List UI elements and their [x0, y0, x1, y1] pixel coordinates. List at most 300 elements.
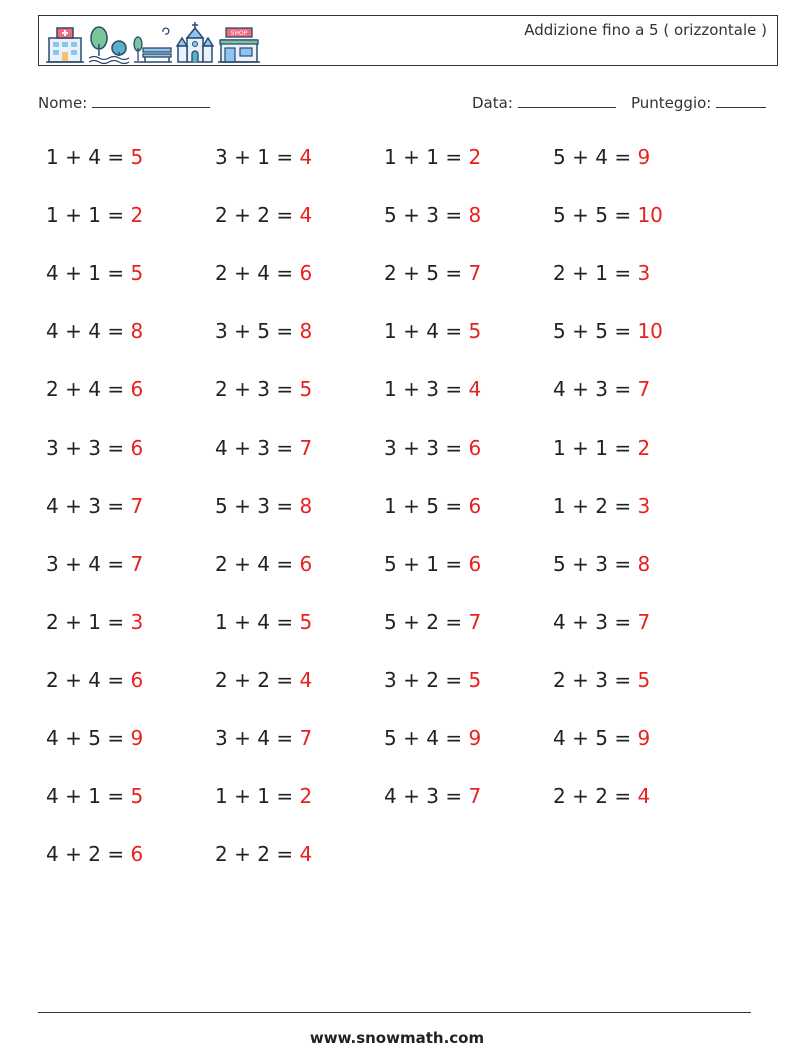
- equals-sign: =: [107, 493, 125, 518]
- addend-b: 1: [88, 784, 101, 809]
- name-label: Nome:: [38, 94, 88, 112]
- equals-sign: =: [276, 377, 294, 402]
- addend-a: 3: [384, 667, 397, 692]
- addend-a: 1: [384, 145, 397, 169]
- addend-a: 3: [215, 145, 228, 169]
- plus-sign: +: [234, 784, 251, 809]
- equals-sign: =: [107, 784, 125, 809]
- worksheet-header: [38, 15, 778, 66]
- problem-item: [215, 494, 312, 518]
- addend-b: 1: [426, 145, 439, 169]
- answer: 6: [468, 435, 482, 460]
- addend-a: 3: [215, 319, 228, 344]
- problem-item: [46, 784, 143, 808]
- addend-a: 4: [46, 261, 59, 286]
- problem-item: [553, 319, 663, 343]
- addend-a: 2: [215, 261, 228, 286]
- addend-a: 5: [384, 551, 397, 576]
- addend-a: 4: [553, 609, 566, 634]
- answer: 4: [299, 145, 313, 169]
- addend-b: 4: [88, 377, 101, 402]
- addend-b: 1: [595, 261, 608, 286]
- answer: 5: [299, 609, 313, 634]
- equals-sign: =: [276, 551, 294, 576]
- plus-sign: +: [403, 145, 420, 169]
- addend-b: 3: [595, 551, 608, 576]
- church-icon: [175, 20, 215, 64]
- plus-sign: +: [65, 784, 82, 809]
- plus-sign: +: [234, 493, 251, 518]
- plus-sign: +: [234, 377, 251, 402]
- addend-a: 4: [384, 784, 397, 809]
- addend-b: 5: [595, 319, 608, 344]
- footer-url: www.snowmath.com: [309, 1029, 485, 1047]
- addend-a: 1: [215, 784, 228, 809]
- answer: 4: [468, 377, 482, 402]
- plus-sign: +: [572, 261, 589, 286]
- addend-b: 4: [426, 726, 439, 750]
- equals-sign: =: [276, 609, 294, 634]
- equals-sign: =: [614, 261, 632, 286]
- problem-item: [553, 784, 650, 808]
- addend-a: 1: [46, 145, 59, 169]
- problem-item: [215, 436, 312, 460]
- addend-a: 3: [46, 435, 59, 460]
- answer: 2: [130, 203, 144, 228]
- problem-item: [384, 668, 481, 692]
- answer: 4: [299, 842, 313, 867]
- addend-b: 3: [426, 203, 439, 228]
- equals-sign: =: [445, 435, 463, 460]
- addend-a: 2: [553, 784, 566, 809]
- addend-b: 3: [426, 435, 439, 460]
- plus-sign: +: [65, 203, 82, 228]
- plus-sign: +: [403, 203, 420, 228]
- plus-sign: +: [572, 667, 589, 692]
- addend-a: 5: [384, 203, 397, 228]
- plus-sign: +: [65, 319, 82, 344]
- addend-b: 5: [595, 726, 608, 750]
- equals-sign: =: [276, 667, 294, 692]
- addend-b: 3: [257, 377, 270, 402]
- addend-a: 1: [384, 377, 397, 402]
- plus-sign: +: [403, 609, 420, 634]
- plus-sign: +: [234, 261, 251, 286]
- addend-a: 5: [553, 145, 566, 169]
- problem-item: [384, 610, 481, 634]
- answer: 5: [130, 145, 144, 169]
- answer: 7: [468, 784, 482, 809]
- addend-b: 4: [88, 667, 101, 692]
- answer: 5: [468, 319, 482, 344]
- equals-sign: =: [445, 145, 463, 169]
- addend-b: 3: [426, 784, 439, 809]
- answer: 8: [637, 551, 651, 576]
- shop-sign-text: SHOP: [230, 30, 248, 37]
- addend-a: 5: [553, 203, 566, 228]
- problem-item: [46, 203, 143, 227]
- plus-sign: +: [403, 726, 420, 750]
- equals-sign: =: [445, 784, 463, 809]
- equals-sign: =: [107, 261, 125, 286]
- equals-sign: =: [107, 435, 125, 460]
- equals-sign: =: [107, 726, 125, 750]
- problem-item: [46, 494, 143, 518]
- plus-sign: +: [403, 784, 420, 809]
- addend-b: 5: [257, 319, 270, 344]
- date-label: Data:: [472, 94, 513, 112]
- addend-b: 1: [88, 203, 101, 228]
- problem-item: [46, 377, 143, 401]
- answer: 8: [130, 319, 144, 344]
- addend-b: 5: [88, 726, 101, 750]
- addend-a: 5: [215, 493, 228, 518]
- problem-item: [384, 436, 481, 460]
- plus-sign: +: [403, 493, 420, 518]
- addend-b: 1: [595, 435, 608, 460]
- addend-a: 4: [46, 319, 59, 344]
- equals-sign: =: [614, 726, 632, 750]
- addend-a: 2: [384, 261, 397, 286]
- plus-sign: +: [234, 667, 251, 692]
- addend-a: 2: [215, 203, 228, 228]
- addend-b: 4: [257, 261, 270, 286]
- addend-b: 4: [88, 145, 101, 169]
- score-line[interactable]: [716, 93, 766, 108]
- addend-b: 4: [595, 145, 608, 169]
- plus-sign: +: [572, 784, 589, 809]
- equals-sign: =: [614, 551, 632, 576]
- plus-sign: +: [65, 609, 82, 634]
- equals-sign: =: [276, 261, 294, 286]
- plus-sign: +: [65, 377, 82, 402]
- plus-sign: +: [234, 319, 251, 344]
- plus-sign: +: [572, 551, 589, 576]
- problem-item: [215, 145, 312, 169]
- date-line[interactable]: [518, 93, 616, 108]
- problem-item: [553, 552, 650, 576]
- problem-item: [46, 261, 143, 285]
- plus-sign: +: [572, 435, 589, 460]
- answer: 7: [468, 609, 482, 634]
- answer: 2: [637, 435, 651, 460]
- equals-sign: =: [445, 667, 463, 692]
- answer: 5: [130, 261, 144, 286]
- answer: 8: [468, 203, 482, 228]
- problem-item: [215, 203, 312, 227]
- name-line[interactable]: [92, 93, 210, 108]
- addend-b: 5: [426, 493, 439, 518]
- problem-item: [553, 145, 650, 169]
- equals-sign: =: [614, 377, 632, 402]
- answer: 5: [130, 784, 144, 809]
- equals-sign: =: [614, 493, 632, 518]
- header-illustrations: [45, 20, 261, 64]
- plus-sign: +: [65, 551, 82, 576]
- addend-a: 5: [553, 551, 566, 576]
- equals-sign: =: [276, 145, 294, 169]
- answer: 10: [637, 203, 663, 228]
- plus-sign: +: [572, 726, 589, 750]
- addend-b: 2: [257, 667, 270, 692]
- equals-sign: =: [614, 609, 632, 634]
- addend-a: 1: [553, 435, 566, 460]
- equals-sign: =: [276, 435, 294, 460]
- addend-b: 4: [88, 551, 101, 576]
- equals-sign: =: [107, 842, 125, 867]
- plus-sign: +: [234, 726, 251, 750]
- answer: 7: [637, 377, 651, 402]
- plus-sign: +: [234, 203, 251, 228]
- plus-sign: +: [65, 145, 82, 169]
- answer: 7: [468, 261, 482, 286]
- addend-b: 2: [595, 784, 608, 809]
- answer: 4: [637, 784, 651, 809]
- answer: 6: [130, 667, 144, 692]
- addend-a: 2: [46, 667, 59, 692]
- problem-item: [215, 261, 312, 285]
- problem-item: [46, 319, 143, 343]
- plus-sign: +: [403, 319, 420, 344]
- plus-sign: +: [403, 435, 420, 460]
- addend-a: 4: [215, 435, 228, 460]
- equals-sign: =: [107, 319, 125, 344]
- answer: 8: [299, 319, 313, 344]
- equals-sign: =: [445, 609, 463, 634]
- addend-b: 4: [426, 319, 439, 344]
- addend-b: 3: [257, 435, 270, 460]
- equals-sign: =: [276, 203, 294, 228]
- answer: 5: [299, 377, 313, 402]
- problem-item: [46, 726, 143, 750]
- addend-a: 4: [46, 493, 59, 518]
- problem-item: [215, 610, 312, 634]
- plus-sign: +: [65, 493, 82, 518]
- problem-item: [46, 552, 143, 576]
- problem-item: [553, 610, 650, 634]
- problem-item: [553, 203, 663, 227]
- plus-sign: +: [403, 377, 420, 402]
- score-field: [631, 93, 766, 112]
- addend-a: 2: [215, 551, 228, 576]
- plus-sign: +: [572, 377, 589, 402]
- addend-b: 3: [595, 667, 608, 692]
- answer: 7: [299, 435, 313, 460]
- problem-item: [46, 436, 143, 460]
- problem-item: [384, 203, 481, 227]
- problem-item: [384, 319, 481, 343]
- addend-b: 2: [595, 493, 608, 518]
- addend-b: 1: [257, 145, 270, 169]
- addend-a: 4: [46, 726, 59, 750]
- score-label: Punteggio:: [631, 94, 712, 112]
- equals-sign: =: [445, 261, 463, 286]
- addend-a: 5: [384, 726, 397, 750]
- problem-item: [553, 377, 650, 401]
- problem-item: [384, 145, 481, 169]
- addend-b: 4: [257, 609, 270, 634]
- addend-a: 2: [215, 842, 228, 867]
- equals-sign: =: [276, 784, 294, 809]
- addend-a: 3: [46, 551, 59, 576]
- addend-a: 3: [215, 726, 228, 750]
- answer: 6: [299, 551, 313, 576]
- footer-divider: [38, 1012, 751, 1013]
- addend-a: 2: [215, 667, 228, 692]
- addend-b: 3: [88, 435, 101, 460]
- addend-b: 4: [257, 726, 270, 750]
- answer: 6: [299, 261, 313, 286]
- addend-a: 1: [553, 493, 566, 518]
- problem-item: [215, 552, 312, 576]
- equals-sign: =: [107, 377, 125, 402]
- addend-a: 2: [553, 261, 566, 286]
- date-field: [472, 93, 616, 112]
- plus-sign: +: [403, 667, 420, 692]
- equals-sign: =: [445, 551, 463, 576]
- addend-b: 3: [88, 493, 101, 518]
- addend-a: 5: [553, 319, 566, 344]
- addend-b: 3: [595, 609, 608, 634]
- equals-sign: =: [445, 493, 463, 518]
- name-field: [38, 93, 210, 112]
- equals-sign: =: [107, 203, 125, 228]
- plus-sign: +: [65, 842, 82, 867]
- problem-item: [46, 145, 143, 169]
- equals-sign: =: [276, 319, 294, 344]
- equals-sign: =: [276, 842, 294, 867]
- addend-a: 2: [46, 377, 59, 402]
- answer: 9: [468, 726, 482, 750]
- addend-b: 1: [426, 551, 439, 576]
- answer: 5: [637, 667, 651, 692]
- equals-sign: =: [445, 377, 463, 402]
- problem-item: [215, 842, 312, 866]
- equals-sign: =: [614, 784, 632, 809]
- shop-icon: [217, 24, 261, 64]
- trees-river-icon: [87, 24, 131, 64]
- addend-a: 4: [46, 784, 59, 809]
- addend-a: 1: [384, 493, 397, 518]
- problem-item: [46, 610, 143, 634]
- addend-b: 5: [426, 261, 439, 286]
- plus-sign: +: [234, 551, 251, 576]
- plus-sign: +: [572, 609, 589, 634]
- equals-sign: =: [276, 493, 294, 518]
- plus-sign: +: [572, 145, 589, 169]
- answer: 6: [130, 842, 144, 867]
- problem-item: [384, 261, 481, 285]
- plus-sign: +: [234, 435, 251, 460]
- answer: 2: [468, 145, 482, 169]
- answer: 6: [130, 435, 144, 460]
- addend-a: 1: [384, 319, 397, 344]
- worksheet-title: Addizione fino a 5 ( orizzontale ): [524, 21, 767, 39]
- answer: 4: [299, 667, 313, 692]
- equals-sign: =: [614, 667, 632, 692]
- answer: 4: [299, 203, 313, 228]
- problem-item: [215, 668, 312, 692]
- plus-sign: +: [234, 609, 251, 634]
- plus-sign: +: [234, 842, 251, 867]
- addend-a: 1: [215, 609, 228, 634]
- equals-sign: =: [107, 145, 125, 169]
- answer: 7: [299, 726, 313, 750]
- problem-item: [384, 784, 481, 808]
- addend-b: 2: [257, 203, 270, 228]
- addend-a: 2: [553, 667, 566, 692]
- equals-sign: =: [107, 667, 125, 692]
- answer: 3: [637, 261, 651, 286]
- plus-sign: +: [403, 551, 420, 576]
- addend-b: 3: [426, 377, 439, 402]
- problem-item: [215, 726, 312, 750]
- problem-item: [384, 494, 481, 518]
- answer: 6: [468, 551, 482, 576]
- problem-item: [46, 668, 143, 692]
- plus-sign: +: [65, 667, 82, 692]
- addend-b: 1: [257, 784, 270, 809]
- addend-b: 3: [595, 377, 608, 402]
- addend-b: 2: [88, 842, 101, 867]
- problem-item: [553, 436, 650, 460]
- plus-sign: +: [234, 145, 251, 169]
- addend-b: 2: [257, 842, 270, 867]
- answer: 6: [468, 493, 482, 518]
- equals-sign: =: [614, 319, 632, 344]
- addend-a: 2: [46, 609, 59, 634]
- problem-item: [553, 494, 650, 518]
- addend-a: 1: [46, 203, 59, 228]
- addend-b: 4: [88, 319, 101, 344]
- plus-sign: +: [65, 726, 82, 750]
- equals-sign: =: [614, 145, 632, 169]
- addend-a: 5: [384, 609, 397, 634]
- problem-item: [384, 552, 481, 576]
- answer: 7: [637, 609, 651, 634]
- answer: 6: [130, 377, 144, 402]
- problem-item: [384, 726, 481, 750]
- addend-a: 2: [215, 377, 228, 402]
- answer: 7: [130, 493, 144, 518]
- equals-sign: =: [445, 203, 463, 228]
- problem-item: [384, 377, 481, 401]
- problem-item: [46, 842, 143, 866]
- addend-b: 1: [88, 609, 101, 634]
- answer: 9: [637, 145, 651, 169]
- plus-sign: +: [572, 493, 589, 518]
- plus-sign: +: [572, 319, 589, 344]
- problem-item: [553, 261, 650, 285]
- equals-sign: =: [614, 203, 632, 228]
- problem-item: [215, 377, 312, 401]
- answer: 7: [130, 551, 144, 576]
- plus-sign: +: [403, 261, 420, 286]
- equals-sign: =: [614, 435, 632, 460]
- equals-sign: =: [445, 319, 463, 344]
- problem-item: [215, 319, 312, 343]
- equals-sign: =: [276, 726, 294, 750]
- park-bench-icon: [133, 24, 173, 64]
- plus-sign: +: [572, 203, 589, 228]
- answer: 5: [468, 667, 482, 692]
- hospital-icon: [45, 24, 85, 64]
- answer: 9: [637, 726, 651, 750]
- problem-item: [553, 668, 650, 692]
- answer: 9: [130, 726, 144, 750]
- answer: 8: [299, 493, 313, 518]
- addend-b: 2: [426, 609, 439, 634]
